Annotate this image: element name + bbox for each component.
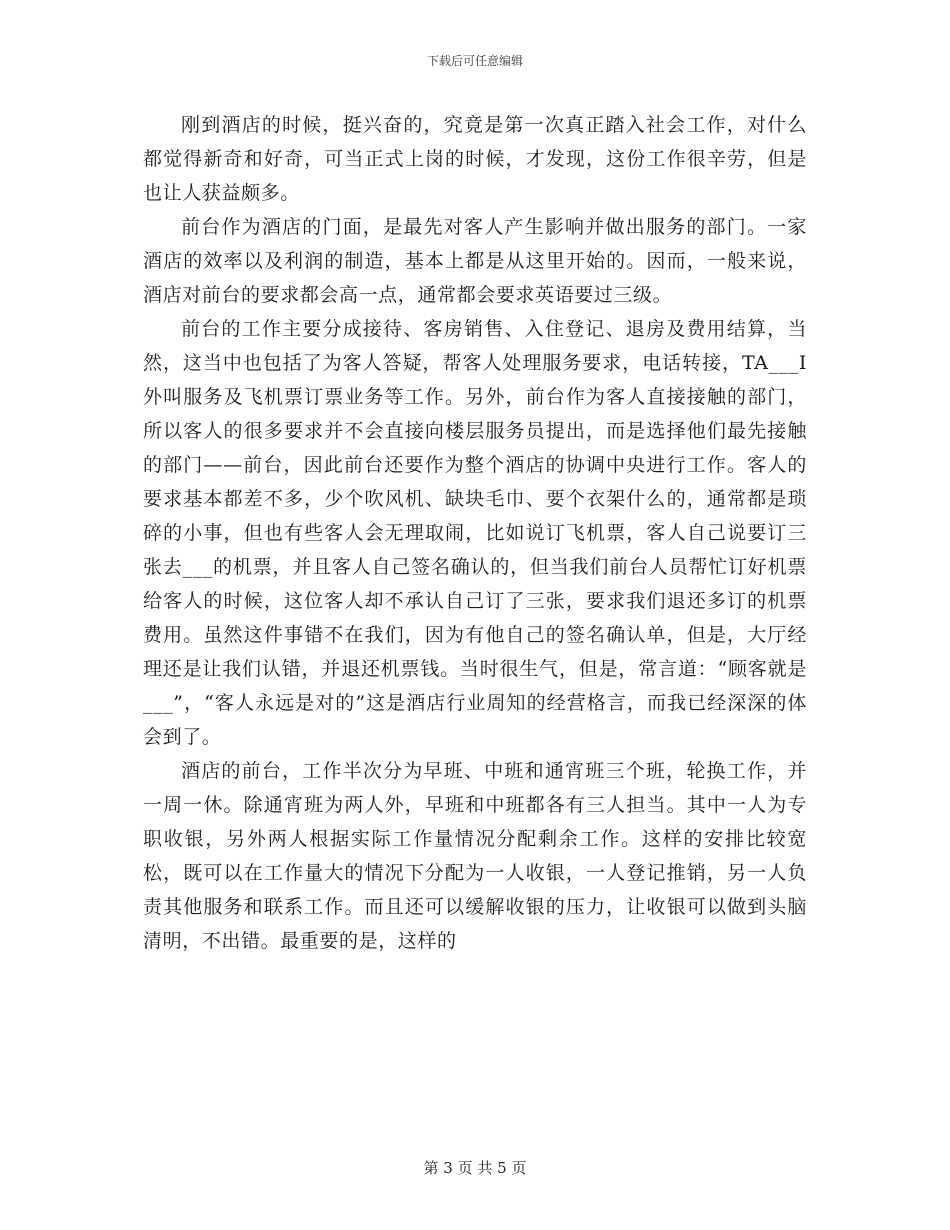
paragraph-1: 刚到酒店的时候，挺兴奋的，究竟是第一次真正踏入社会工作，对什么都觉得新奇和好奇，可当正式上岗的时候，才发现，这份工作很辛劳，但是也让人获益颇多。	[143, 114, 807, 204]
paragraph-4: 酒店的前台，工作半次分为早班、中班和通宵班三个班，轮换工作，并一周一休。除通宵班为两人外，早班和中班都各有三人担当。其中一人为专职收银，另外两人根据实际工作量情况分配剩余工作。这样的安排比较宽松，既可以在工作量大的情况下分配为一人收银，一人登记推销，另一人负责其他服务和联系工作。而且还可以缓解收银的压力，让收银可以做到头脑清明，不出错。最重要的是，这样的	[143, 760, 807, 952]
document-body	[143, 108, 807, 958]
paragraph-2: 前台作为酒店的门面，是最先对客人产生影响并做出服务的部门。一家酒店的效率以及利润的制造，基本上都是从这里开始的。因而，一般来说，酒店对前台的要求都会高一点，通常都会要求英语要过三级。	[143, 216, 807, 306]
page-header: 下载后可任意编辑	[426, 54, 523, 68]
page-footer: 第 3 页 共 5 页	[423, 1159, 527, 1177]
paragraph-3: 前台的工作主要分成接待、客房销售、入住登记、退房及费用结算，当然，这当中也包括了为客人答疑，帮客人处理服务要求，电话转接，TA___I外叫服务及飞机票订票业务等工作。另外，前台作为客人直接接触的部门，所以客人的很多要求并不会直接向楼层服务员提出，而是选择他们最先接触的部门——前台，因此前台还要作为整个酒店的协调中央进行工作。客人的要求基本都差不多，少个吹风机、缺块毛巾、要个衣架什么的，通常都是琐碎的小事，但也有些客人会无理取闹，比如说订飞机票，客人自己说要订三张去___的机票，并且客人自己签名确认的，但当我们前台人员帮忙订好机票给客人的时候，这位客人却不承认自己订了三张，要求我们退还多订的机票费用。虽然这件事错不在我们，因为有他自己的签名确认单，但是，大厅经理还是让我们认错，并退还机票钱。当时很生气，但是，常言道：“顾客就是___”，“客人永远是对的”这是酒店行业周知的经营格言，而我已经深深的体会到了。	[143, 318, 807, 748]
